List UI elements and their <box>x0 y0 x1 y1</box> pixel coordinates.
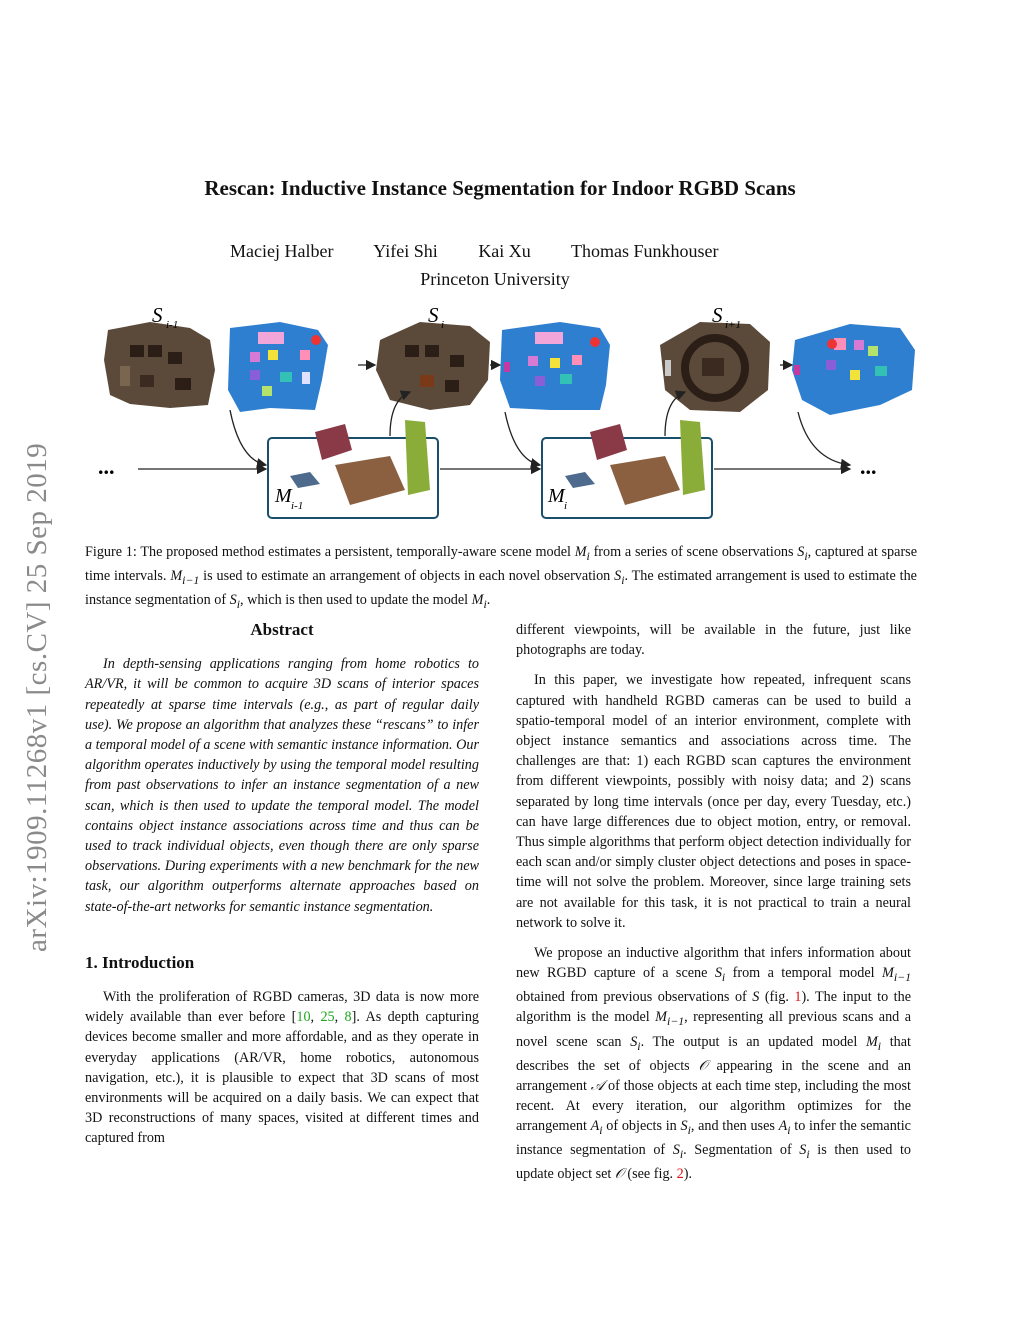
intro-paragraph-3: We propose an inductive algorithm that infers information about new RGBD capture of a scene $S_i$ from a temporal model $M_{i-1}$ obtained from previous observations of S (fig. 1). The input to the algorithm is the model $M_{i-1}$, representing all previous scans and a novel scene scan $S_i$. The output is an updated model $M_i$ that describes the set of objects 𝒪 appearing in the scene and an arrangement 𝒜 of those objects at each time step, including the most recent. At every iteration, our algorithm optimizes for the arrangement $A_i$ of objects in $S_i$, and then uses $A_i$ to infer the semantic instance segmentation of $S_i$. Segmentation of $S_i$ is then used to update object set 𝒪 (see fig. 2). <box>516 945 912 1183</box>
author-name: Yifei Shi <box>373 241 438 261</box>
abstract-body: In depth-sensing applications ranging from home robotics to AR/VR, it will be common to acquire 3D scans of interior spaces repeatedly at sparse time intervals (e.g., as part of regular daily use). We propose an algorithm that analyzes these “rescans” to infer a temporal model of a scene with semantic instance information. Our algorithm operates inductively by using the temporal model resulting from past observations to infer an instance segmentation of a new scan, which is then used to update the temporal model. The model contains object instance associations across time and thus can be used to track individual objects, even though there are only sparse observations. During experiments with a new benchmark for the new task, our algorithm outperforms alternate approaches based on state-of-the-art networks for semantic instance segmentation. <box>85 656 479 915</box>
model-label: M <box>275 485 292 507</box>
model-box-i-1 <box>268 420 438 518</box>
figure-link[interactable]: 2 <box>676 1166 684 1183</box>
figure-1 <box>90 300 920 530</box>
arxiv-stamp <box>8 340 58 960</box>
citation-link[interactable]: 10 <box>296 1009 311 1026</box>
scan-rgb-i-1 <box>104 322 215 408</box>
model-subscript: i-1 <box>291 500 304 512</box>
figure-link[interactable]: 1 <box>794 989 802 1006</box>
author-name: Maciej Halber <box>230 241 334 261</box>
author-list <box>230 241 755 262</box>
intro-paragraph-1-continued: different viewpoints, will be available in the future, just like photographs are today. <box>516 622 911 659</box>
scan-subscript: i-1 <box>166 319 179 331</box>
intro-paragraph-1: With the proliferation of RGBD cameras, 3D data is now more widely available than ever before [10, 25, 8]. As depth capturing devices become smaller and more affordable, and as they operate in everyday applications (AR/VR, home robotics, autonomous navigation, etc.), it is plausible to expect that 3D scans of most environments will be acquired on a daily basis. We can expect that 3D reconstructions of many spaces, visited at different times and captured from <box>85 989 480 1147</box>
intro-paragraph-2: In this paper, we investigate how repeated, infrequent scans captured with handheld RGBD cameras can be used to build a spatio-temporal model of an interior environment, complete with object instance semantics and associations across time. The challenges are that: 1) each RGBD scan captures the environment from different viewpoints, possibly with noisy data; and 2) scans separated by long time intervals (once per day, every Tuesday, etc.) can have large differences due to object motion, entry, or removal. Thus simple algorithms that perform object detection individually for each scan and/or simply cluster object detections and poses in space-time will not solve the problem. Moreover, since large training sets are not available for this task, it is not practical to train a neural network to solve it. <box>516 672 911 931</box>
author-name: Thomas Funkhouser <box>571 241 719 261</box>
scan-subscript: i <box>441 319 445 331</box>
model-box-i <box>542 420 712 518</box>
arxiv-stamp-text: arXiv:1909.11268v1 [cs.CV] 25 Sep 2019 <box>21 442 53 952</box>
left-column <box>85 620 479 1159</box>
scan-label: S <box>428 303 439 327</box>
scan-label: S <box>152 303 163 327</box>
scan-segmentation-i <box>500 322 610 410</box>
abstract-heading: Abstract <box>250 620 314 639</box>
figure-caption: Figure 1: The proposed method estimates a persistent, temporally-aware scene model $M_i$ from a series of scene observations $S_i$, captured at sparse time intervals. $M_{i-1}$ is used to estimate an arrangement of objects in each novel observation $S_i$. The estimated arrangement is used to estimate the instance segmentation of $S_i$, which is then used to update the model $M_i$. <box>85 544 917 611</box>
scan-subscript: i+1 <box>725 319 741 331</box>
model-subscript: i <box>564 500 568 512</box>
model-label: M <box>548 485 565 507</box>
affiliation: Princeton University <box>420 269 570 289</box>
right-column <box>516 620 911 1194</box>
scan-rgb-i <box>376 322 490 410</box>
scan-label: S <box>712 303 723 327</box>
scan-segmentation-i-1 <box>228 322 328 412</box>
scan-rgb-i-plus-1 <box>660 322 770 412</box>
scan-segmentation-i-plus-1 <box>792 324 915 415</box>
ellipsis-left: ... <box>98 454 115 479</box>
introduction-heading: 1. Introduction <box>85 952 195 972</box>
paper-title: Rescan: Inductive Instance Segmentation for Indoor RGBD Scans <box>204 176 796 200</box>
author-name: Kai Xu <box>478 241 531 261</box>
citation-link[interactable]: 8 <box>344 1009 352 1026</box>
ellipsis-right: ... <box>860 454 877 479</box>
citation-link[interactable]: 25 <box>320 1009 335 1026</box>
